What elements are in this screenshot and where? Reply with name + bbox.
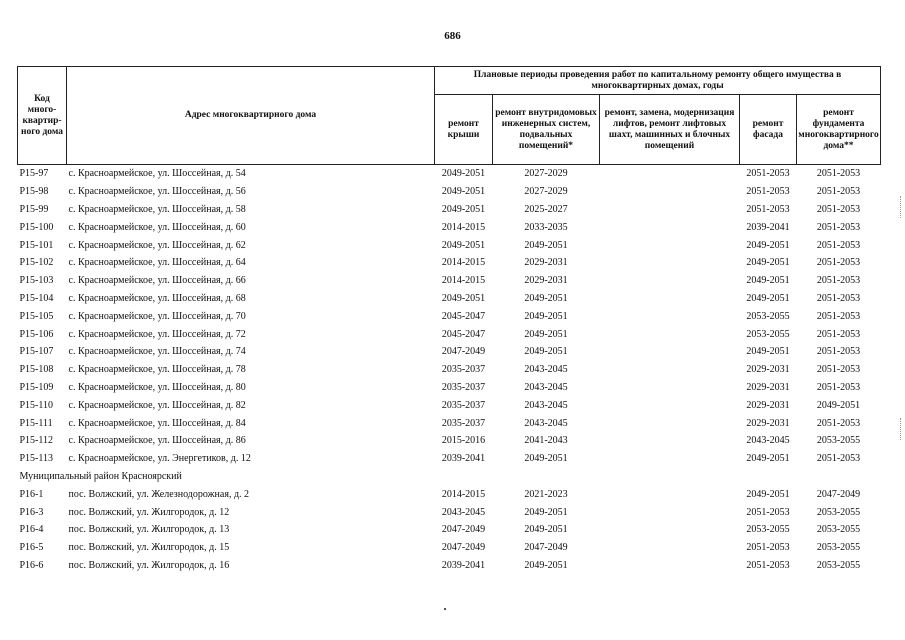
- cell-systems: 2043-2045: [524, 417, 568, 429]
- cell-roof: 2045-2047: [441, 310, 486, 322]
- cell-elevators: [600, 361, 740, 379]
- cell-roof: 2047-2049: [441, 346, 486, 358]
- cell-foundation: 2053-2055: [816, 559, 861, 571]
- cell-facade: 2049-2051: [746, 488, 790, 500]
- cell-elevators: [600, 485, 740, 503]
- table-row: [18, 396, 881, 414]
- cell-code: Р15-105: [19, 310, 54, 322]
- cell-foundation: 2051-2053: [816, 310, 861, 322]
- cell-address: с. Красноармейское, ул. Шоссейная, д. 56: [68, 186, 246, 198]
- table-row: [18, 343, 881, 361]
- header-systems: ремонт внутридомовых инженерных систем, подвальных помещений*: [493, 95, 600, 165]
- cell-facade: 2029-2031: [746, 381, 790, 393]
- cell-address: с. Красноармейское, ул. Шоссейная, д. 86: [68, 435, 246, 447]
- table-row: [18, 485, 881, 503]
- cell-foundation: 2051-2053: [816, 364, 861, 376]
- cell-address: с. Красноармейское, ул. Шоссейная, д. 72: [68, 328, 246, 340]
- cell-code: Р15-103: [19, 275, 54, 287]
- cell-roof: 2043-2045: [441, 506, 486, 518]
- cell-elevators: [600, 325, 740, 343]
- cell-systems: 2049-2051: [524, 328, 568, 340]
- cell-elevators: [600, 379, 740, 397]
- table-row: [18, 165, 881, 183]
- cell-facade: 2051-2053: [746, 203, 790, 215]
- cell-code: Р15-107: [19, 346, 54, 358]
- cell-systems: 2049-2051: [524, 506, 568, 518]
- cell-facade: 2029-2031: [746, 417, 790, 429]
- cell-facade: 2049-2051: [746, 453, 790, 465]
- cell-address: пос. Волжский, ул. Жилгородок, д. 16: [68, 559, 230, 571]
- cell-elevators: [600, 236, 740, 254]
- cell-roof: 2014-2015: [441, 275, 486, 287]
- scan-dot: [444, 608, 446, 610]
- cell-roof: 2035-2037: [441, 417, 486, 429]
- cell-systems: 2043-2045: [524, 364, 568, 376]
- cell-facade: 2051-2053: [746, 542, 790, 554]
- cell-address: с. Красноармейское, ул. Шоссейная, д. 70: [68, 310, 246, 322]
- cell-address: с. Красноармейское, ул. Шоссейная, д. 82: [68, 399, 246, 411]
- cell-foundation: 2051-2053: [816, 221, 861, 233]
- cell-facade: 2051-2053: [746, 559, 790, 571]
- cell-code: Р15-110: [19, 399, 54, 411]
- table-row: [18, 521, 881, 539]
- page-number: 686: [444, 30, 461, 42]
- cell-facade: 2039-2041: [746, 221, 790, 233]
- cell-code: Р15-111: [19, 417, 53, 429]
- cell-roof: 2039-2041: [441, 559, 486, 571]
- cell-elevators: [600, 272, 740, 290]
- header-address: Адрес многоквартирного дома: [67, 67, 435, 165]
- cell-facade: 2049-2051: [746, 257, 790, 269]
- cell-address: пос. Волжский, ул. Жилгородок, д. 12: [68, 506, 230, 518]
- cell-roof: 2047-2049: [441, 524, 486, 536]
- cell-elevators: [600, 432, 740, 450]
- header-group: Плановые периоды проведения работ по капитальному ремонту общего имущества в многоквартирных домах, годы: [435, 67, 881, 95]
- cell-foundation: 2051-2053: [816, 239, 861, 251]
- header-code: Код много-квартир-ного дома: [18, 67, 67, 165]
- cell-elevators: [600, 450, 740, 468]
- cell-foundation: 2051-2053: [816, 381, 861, 393]
- capital-repair-table: [17, 66, 881, 574]
- table-row: [18, 236, 881, 254]
- cell-roof: 2049-2051: [441, 186, 486, 198]
- table-row: [18, 539, 881, 557]
- cell-systems: 2041-2043: [524, 435, 568, 447]
- cell-elevators: [600, 539, 740, 557]
- cell-foundation: 2051-2053: [816, 417, 861, 429]
- cell-foundation: 2053-2055: [816, 506, 861, 518]
- cell-roof: 2049-2051: [441, 203, 486, 215]
- cell-elevators: [600, 396, 740, 414]
- cell-elevators: [600, 343, 740, 361]
- cell-code: Р15-101: [19, 239, 54, 251]
- cell-elevators: [600, 557, 740, 575]
- header-elevators: ремонт, замена, модернизация лифтов, ремонт лифтовых шахт, машинных и блочных помещений: [600, 95, 740, 165]
- section-row: [18, 468, 881, 486]
- header-foundation: ремонт фундамента многоквартирного дома**: [797, 95, 881, 165]
- table-row: [18, 503, 881, 521]
- cell-facade: 2053-2055: [746, 310, 790, 322]
- table-row: [18, 218, 881, 236]
- cell-elevators: [600, 307, 740, 325]
- section-title: Муниципальный район Красноярский: [19, 470, 182, 482]
- cell-systems: 2049-2051: [524, 346, 568, 358]
- cell-facade: 2029-2031: [746, 364, 790, 376]
- cell-code: Р16-4: [19, 524, 44, 536]
- cell-foundation: 2053-2055: [816, 435, 861, 447]
- table-row: [18, 450, 881, 468]
- cell-elevators: [600, 290, 740, 308]
- cell-systems: 2049-2051: [524, 310, 568, 322]
- cell-code: Р16-6: [19, 559, 44, 571]
- cell-facade: 2051-2053: [746, 186, 790, 198]
- cell-elevators: [600, 201, 740, 219]
- cell-code: Р15-106: [19, 328, 54, 340]
- cell-systems: 2029-2031: [524, 257, 568, 269]
- cell-code: Р15-100: [19, 221, 54, 233]
- cell-facade: 2029-2031: [746, 399, 790, 411]
- cell-facade: 2053-2055: [746, 328, 790, 340]
- cell-facade: 2049-2051: [746, 239, 790, 251]
- cell-address: с. Красноармейское, ул. Шоссейная, д. 80: [68, 381, 246, 393]
- cell-systems: 2049-2051: [524, 292, 568, 304]
- table-row: [18, 361, 881, 379]
- cell-elevators: [600, 414, 740, 432]
- margin-mark: [900, 196, 902, 218]
- table-row: [18, 183, 881, 201]
- cell-code: Р15-102: [19, 257, 54, 269]
- header-roof: ремонт крыши: [435, 95, 493, 165]
- cell-foundation: 2051-2053: [816, 168, 861, 180]
- cell-foundation: 2053-2055: [816, 542, 861, 554]
- table-row: [18, 307, 881, 325]
- cell-foundation: 2049-2051: [816, 399, 861, 411]
- cell-roof: 2045-2047: [441, 328, 486, 340]
- cell-code: Р15-108: [19, 364, 54, 376]
- cell-foundation: 2051-2053: [816, 292, 861, 304]
- table-row: [18, 325, 881, 343]
- cell-systems: 2025-2027: [524, 203, 568, 215]
- cell-facade: 2049-2051: [746, 346, 790, 358]
- table-row: [18, 557, 881, 575]
- cell-code: Р15-99: [19, 203, 49, 215]
- cell-elevators: [600, 165, 740, 183]
- cell-address: с. Красноармейское, ул. Шоссейная, д. 74: [68, 346, 246, 358]
- cell-systems: 2033-2035: [524, 221, 568, 233]
- cell-foundation: 2051-2053: [816, 186, 861, 198]
- cell-address: с. Красноармейское, ул. Шоссейная, д. 60: [68, 221, 246, 233]
- cell-foundation: 2051-2053: [816, 453, 861, 465]
- header-facade: ремонт фасада: [740, 95, 797, 165]
- cell-code: Р16-5: [19, 542, 44, 554]
- table-body: [18, 165, 881, 575]
- table-row: [18, 432, 881, 450]
- cell-systems: 2047-2049: [524, 542, 568, 554]
- cell-address: с. Красноармейское, ул. Шоссейная, д. 84: [68, 417, 246, 429]
- cell-systems: 2027-2029: [524, 186, 568, 198]
- cell-roof: 2049-2051: [441, 168, 486, 180]
- cell-roof: 2014-2015: [441, 488, 486, 500]
- table-row: [18, 254, 881, 272]
- cell-code: Р15-97: [19, 168, 49, 180]
- cell-elevators: [600, 254, 740, 272]
- cell-code: Р15-113: [19, 453, 54, 465]
- cell-address: с. Красноармейское, ул. Шоссейная, д. 58: [68, 203, 246, 215]
- cell-facade: 2043-2045: [746, 435, 790, 447]
- cell-foundation: 2051-2053: [816, 346, 861, 358]
- cell-address: с. Красноармейское, ул. Шоссейная, д. 64: [68, 257, 246, 269]
- cell-facade: 2053-2055: [746, 524, 790, 536]
- cell-foundation: 2051-2053: [816, 275, 861, 287]
- cell-address: с. Красноармейское, ул. Шоссейная, д. 54: [68, 168, 246, 180]
- cell-roof: 2049-2051: [441, 239, 486, 251]
- cell-roof: 2039-2041: [441, 453, 486, 465]
- cell-address: с. Красноармейское, ул. Энергетиков, д. 12: [68, 453, 251, 465]
- cell-address: с. Красноармейское, ул. Шоссейная, д. 78: [68, 364, 246, 376]
- cell-roof: 2035-2037: [441, 381, 486, 393]
- cell-foundation: 2051-2053: [816, 328, 861, 340]
- cell-foundation: 2053-2055: [816, 524, 861, 536]
- cell-systems: 2029-2031: [524, 275, 568, 287]
- cell-code: Р15-109: [19, 381, 54, 393]
- cell-elevators: [600, 503, 740, 521]
- cell-code: Р15-112: [19, 435, 54, 447]
- margin-mark: [900, 418, 902, 440]
- cell-roof: 2049-2051: [441, 292, 486, 304]
- cell-roof: 2014-2015: [441, 257, 486, 269]
- cell-roof: 2015-2016: [441, 435, 486, 447]
- table-row: [18, 379, 881, 397]
- cell-roof: 2014-2015: [441, 221, 486, 233]
- cell-code: Р16-3: [19, 506, 44, 518]
- cell-code: Р15-98: [19, 186, 49, 198]
- cell-systems: 2043-2045: [524, 381, 568, 393]
- table-row: [18, 414, 881, 432]
- cell-systems: 2049-2051: [524, 524, 568, 536]
- cell-systems: 2027-2029: [524, 168, 568, 180]
- cell-address: с. Красноармейское, ул. Шоссейная, д. 62: [68, 239, 246, 251]
- cell-foundation: 2051-2053: [816, 257, 861, 269]
- table-row: [18, 201, 881, 219]
- cell-code: Р16-1: [19, 488, 44, 500]
- cell-systems: 2049-2051: [524, 559, 568, 571]
- cell-foundation: 2047-2049: [816, 488, 861, 500]
- cell-systems: 2049-2051: [524, 239, 568, 251]
- cell-roof: 2035-2037: [441, 364, 486, 376]
- cell-facade: 2051-2053: [746, 506, 790, 518]
- cell-address: пос. Волжский, ул. Жилгородок, д. 15: [68, 542, 230, 554]
- cell-elevators: [600, 218, 740, 236]
- cell-roof: 2035-2037: [441, 399, 486, 411]
- cell-address: с. Красноармейское, ул. Шоссейная, д. 66: [68, 275, 246, 287]
- table-row: [18, 272, 881, 290]
- cell-address: с. Красноармейское, ул. Шоссейная, д. 68: [68, 292, 246, 304]
- cell-facade: 2049-2051: [746, 275, 790, 287]
- cell-roof: 2047-2049: [441, 542, 486, 554]
- table-row: [18, 290, 881, 308]
- cell-foundation: 2051-2053: [816, 203, 861, 215]
- cell-facade: 2049-2051: [746, 292, 790, 304]
- cell-code: Р15-104: [19, 292, 54, 304]
- cell-address: пос. Волжский, ул. Железнодорожная, д. 2: [68, 488, 250, 500]
- cell-address: пос. Волжский, ул. Жилгородок, д. 13: [68, 524, 230, 536]
- cell-systems: 2021-2023: [524, 488, 568, 500]
- cell-facade: 2051-2053: [746, 168, 790, 180]
- cell-systems: 2049-2051: [524, 453, 568, 465]
- cell-systems: 2043-2045: [524, 399, 568, 411]
- cell-elevators: [600, 521, 740, 539]
- cell-elevators: [600, 183, 740, 201]
